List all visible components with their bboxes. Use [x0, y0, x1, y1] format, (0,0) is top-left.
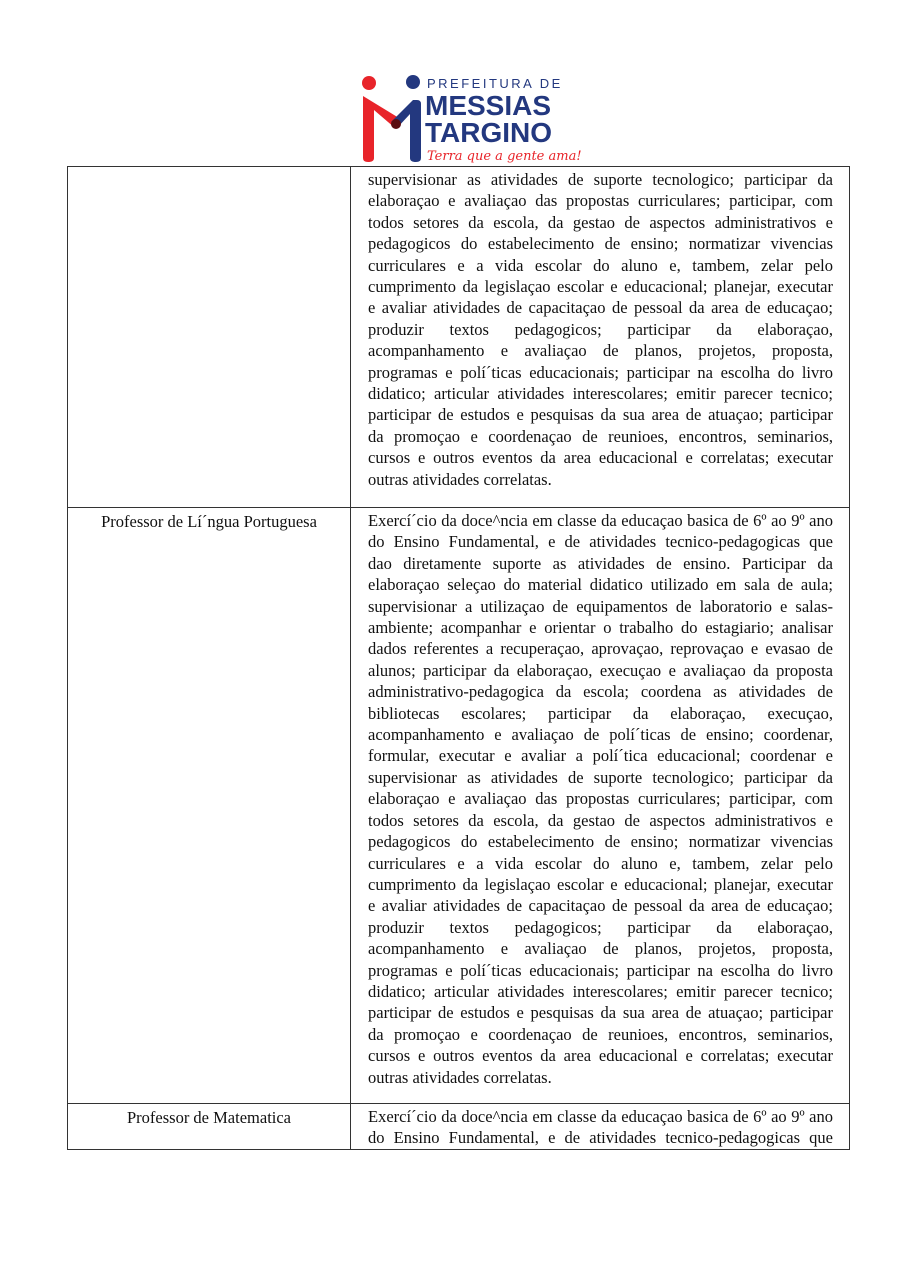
- description-line: todos setores da escola, da gestao de aspectos administrativos e: [368, 810, 833, 830]
- description-line: supervisionar a utilizaçao de equipamentos de laboratorio e salas-: [368, 596, 833, 616]
- role-cell: Professor de Lí´ngua Portuguesa: [68, 508, 351, 1104]
- description-line: supervisionar as atividades de suporte tecnologico; participar da: [368, 767, 833, 787]
- description-line: Exercí´cio da doce^ncia em classe da educaçao basica de 6º ao 9º ano: [368, 1107, 833, 1126]
- description-line: outras atividades correlatas.: [368, 1067, 552, 1087]
- description-cell: [351, 1104, 850, 1150]
- description-line: acompanhamento e avaliaçao de planos, projetos, proposta,: [368, 939, 833, 959]
- description-line: dao diretamente suporte as atividades de ensino. Participar da: [368, 553, 833, 573]
- description-line: didatico; articular atividades interescolares; emitir parecer tecnico;: [368, 384, 833, 404]
- description-line: do Ensino Fundamental, e de atividades tecnico-pedagogicas que: [368, 1128, 833, 1148]
- description-line: curriculares e a vida escolar do aluno e, tambem, zelar pelo: [368, 255, 833, 275]
- description-line: ambiente; acompanhar e orientar o trabalho do estagiario; analisar: [368, 618, 833, 638]
- svg-text:PREFEITURA DE: PREFEITURA DE: [427, 76, 563, 91]
- description-line: participar de estudos e pesquisas da sua area de atuaçao; participar: [368, 1003, 833, 1023]
- svg-text:MESSIAS: MESSIAS: [425, 90, 552, 121]
- description-line: do Ensino Fundamental, e de atividades tecnico-pedagogicas que: [368, 532, 833, 552]
- description-line: didatico; articular atividades interescolares; emitir parecer tecnico;: [368, 981, 833, 1001]
- description-line: elaboraçao e avaliaçao das propostas curriculares; participar, com: [368, 191, 833, 211]
- description-line: administrativo-pedagogica da escola; coordena as atividades de: [368, 682, 833, 702]
- table-row: [68, 1104, 850, 1150]
- description-cell: [351, 167, 850, 508]
- role-cell: [68, 167, 351, 508]
- description-line: acompanhamento e avaliaçao de polí´ticas de ensino; coordenar,: [368, 725, 833, 745]
- description-cell: [351, 508, 850, 1104]
- table-row: [68, 167, 850, 508]
- role-cell: Professor de Matematica: [68, 1104, 351, 1150]
- description-line: e avaliar atividades de capacitaçao de pessoal da area de educaçao;: [368, 896, 833, 916]
- prefeitura-logo: [355, 70, 582, 165]
- description-line: participar de estudos e pesquisas da sua area de atuaçao; participar: [368, 405, 833, 425]
- description-line: produzir textos pedagogicos; participar da elaboraçao,: [368, 319, 833, 339]
- description-line: outras atividades correlatas.: [368, 469, 552, 489]
- description-line: cursos e outros eventos da area educacional e correlatas; executar: [368, 448, 833, 468]
- svg-text:Terra que a gente ama!: Terra que a gente ama!: [427, 149, 582, 164]
- description-line: cumprimento da legislaçao escolar e educacional; planejar, executar: [368, 277, 833, 297]
- description-line: Exercí´cio da doce^ncia em classe da educaçao basica de 6º ao 9º ano: [368, 511, 833, 530]
- job-description-table: [67, 166, 850, 1150]
- description-line: bibliotecas escolares; participar da elaboraçao, execuçao,: [368, 703, 833, 723]
- description-line: elaboraçao seleçao do material didatico utilizado em sala de aula;: [368, 575, 833, 595]
- description-line: cursos e outros eventos da area educacional e correlatas; executar: [368, 1046, 833, 1066]
- description-line: e avaliar atividades de capacitaçao de pessoal da area de educaçao;: [368, 298, 833, 318]
- description-line: supervisionar as atividades de suporte tecnologico; participar da: [368, 170, 833, 189]
- description-line: programas e polí´ticas educacionais; participar na escolha do livro: [368, 960, 833, 980]
- description-line: cumprimento da legislaçao escolar e educacional; planejar, executar: [368, 874, 833, 894]
- description-line: pedagogicos do estabelecimento de ensino; normatizar vivencias: [368, 832, 833, 852]
- description-line: produzir textos pedagogicos; participar da elaboraçao,: [368, 917, 833, 937]
- svg-text:TARGINO: TARGINO: [425, 117, 553, 148]
- description-line: elaboraçao e avaliaçao das propostas curriculares; participar, com: [368, 789, 833, 809]
- table-row: [68, 508, 850, 1104]
- description-line: programas e polí´ticas educacionais; participar na escolha do livro: [368, 362, 833, 382]
- description-line: alunos; participar da elaboraçao, execuçao e avaliaçao da proposta: [368, 660, 833, 680]
- description-line: da promoçao e coordenaçao de reunioes, encontros, seminarios,: [368, 1024, 833, 1044]
- description-line: pedagogicos do estabelecimento de ensino; normatizar vivencias: [368, 234, 833, 254]
- description-line: formular, executar e avaliar a polí´tica educacional; coordenar e: [368, 746, 833, 766]
- description-line: curriculares e a vida escolar do aluno e, tambem, zelar pelo: [368, 853, 833, 873]
- description-line: todos setores da escola, da gestao de aspectos administrativos e: [368, 212, 833, 232]
- description-line: acompanhamento e avaliaçao de planos, projetos, proposta,: [368, 341, 833, 361]
- description-line: da promoçao e coordenaçao de reunioes, encontros, seminarios,: [368, 426, 833, 446]
- description-line: dados referentes a recuperaçao, aprovaçao, reprovaçao e evasao de: [368, 639, 833, 659]
